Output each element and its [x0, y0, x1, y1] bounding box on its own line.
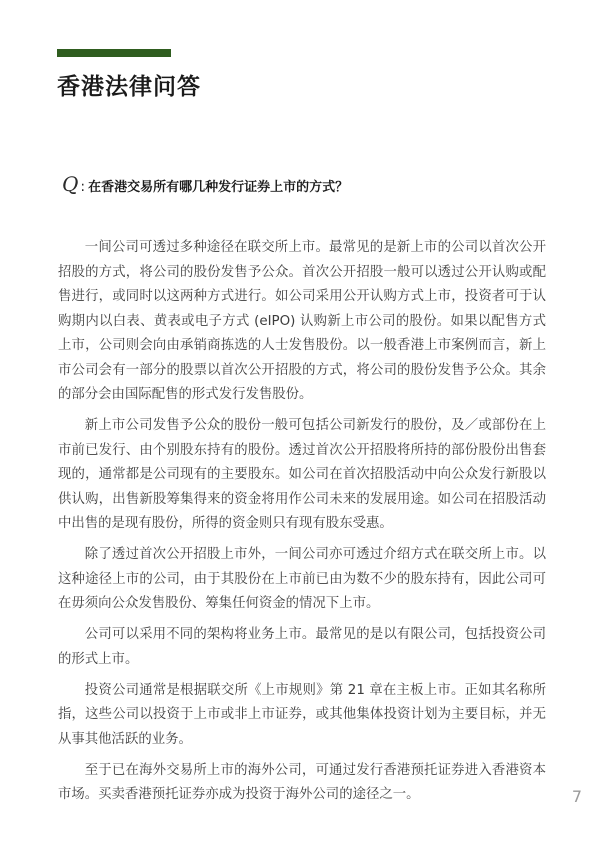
paragraph: 公司可以采用不同的架构将业务上市。最常见的是以有限公司，包括投资公司的形式上市。 — [58, 627, 546, 667]
paragraph: 一间公司可透过多种途径在联交所上市。最常见的是新上市的公司以首次公开招股的方式，将公司的股份发售予公众。首次公开招股一般可以透过公开认购或配售进行，或同时以这两种方式进行。如公司采用公开认购方式上市，投资者可于认购期内以白表、黄表或电子方式 (eIPO) 认购新上市公司的股份。如果以配售方式上市，公司则会向由承销商拣选的人士发售股份。以一般香港上市案例而言，新上市公司会有一部分的股票以首次公开招股的方式，将公司的股份发售予公众。其余的部分会由国际配售的形式发行发售股份。 — [58, 240, 546, 402]
page-number: 7 — [571, 787, 582, 806]
question-mark-q: Q — [62, 172, 79, 196]
paragraph: 投资公司通常是根据联交所《上市规则》第 21 章在主板上市。正如其名称所指，这些公司以投资于上市或非上市证券，或其他集体投资计划为主要目标，并无从事其他活跃的业务。 — [58, 682, 546, 747]
answer-body — [58, 236, 546, 815]
paragraph: 至于已在海外交易所上市的海外公司，可通过发行香港预托证券进入香港资本市场。买卖香港预托证券亦成为投资于海外公司的途径之一。 — [58, 762, 546, 803]
question-colon: : — [80, 179, 86, 195]
paragraph: 除了透过首次公开招股上市外，一间公司亦可透过介绍方式在联交所上市。以这种途径上市的公司，由于其股份在上市前已由为数不少的股东持有，因此公司可在毋须向公众发售股份、筹集任何资金的情况下上市。 — [58, 547, 546, 612]
question-text: 在香港交易所有哪几种发行证券上市的方式？ — [88, 180, 349, 195]
title-accent-bar — [57, 49, 171, 57]
paragraph: 新上市公司发售予公众的股份一般可包括公司新发行的股份，及／或部份在上市前已发行、由个别股东持有的股份。透过首次公开招股将所持的部份股份出售套现的，通常都是公司现有的主要股东。如公司在首次招股活动中向公众发行新股以供认购，出售新股筹集得来的资金将用作公司未来的发展用途。如公司在招股活动中出售的是现有股份，所得的资金则只有现有股东受惠。 — [58, 418, 546, 532]
question-heading — [62, 172, 348, 196]
page-title: 香港法律问答 — [57, 74, 201, 100]
